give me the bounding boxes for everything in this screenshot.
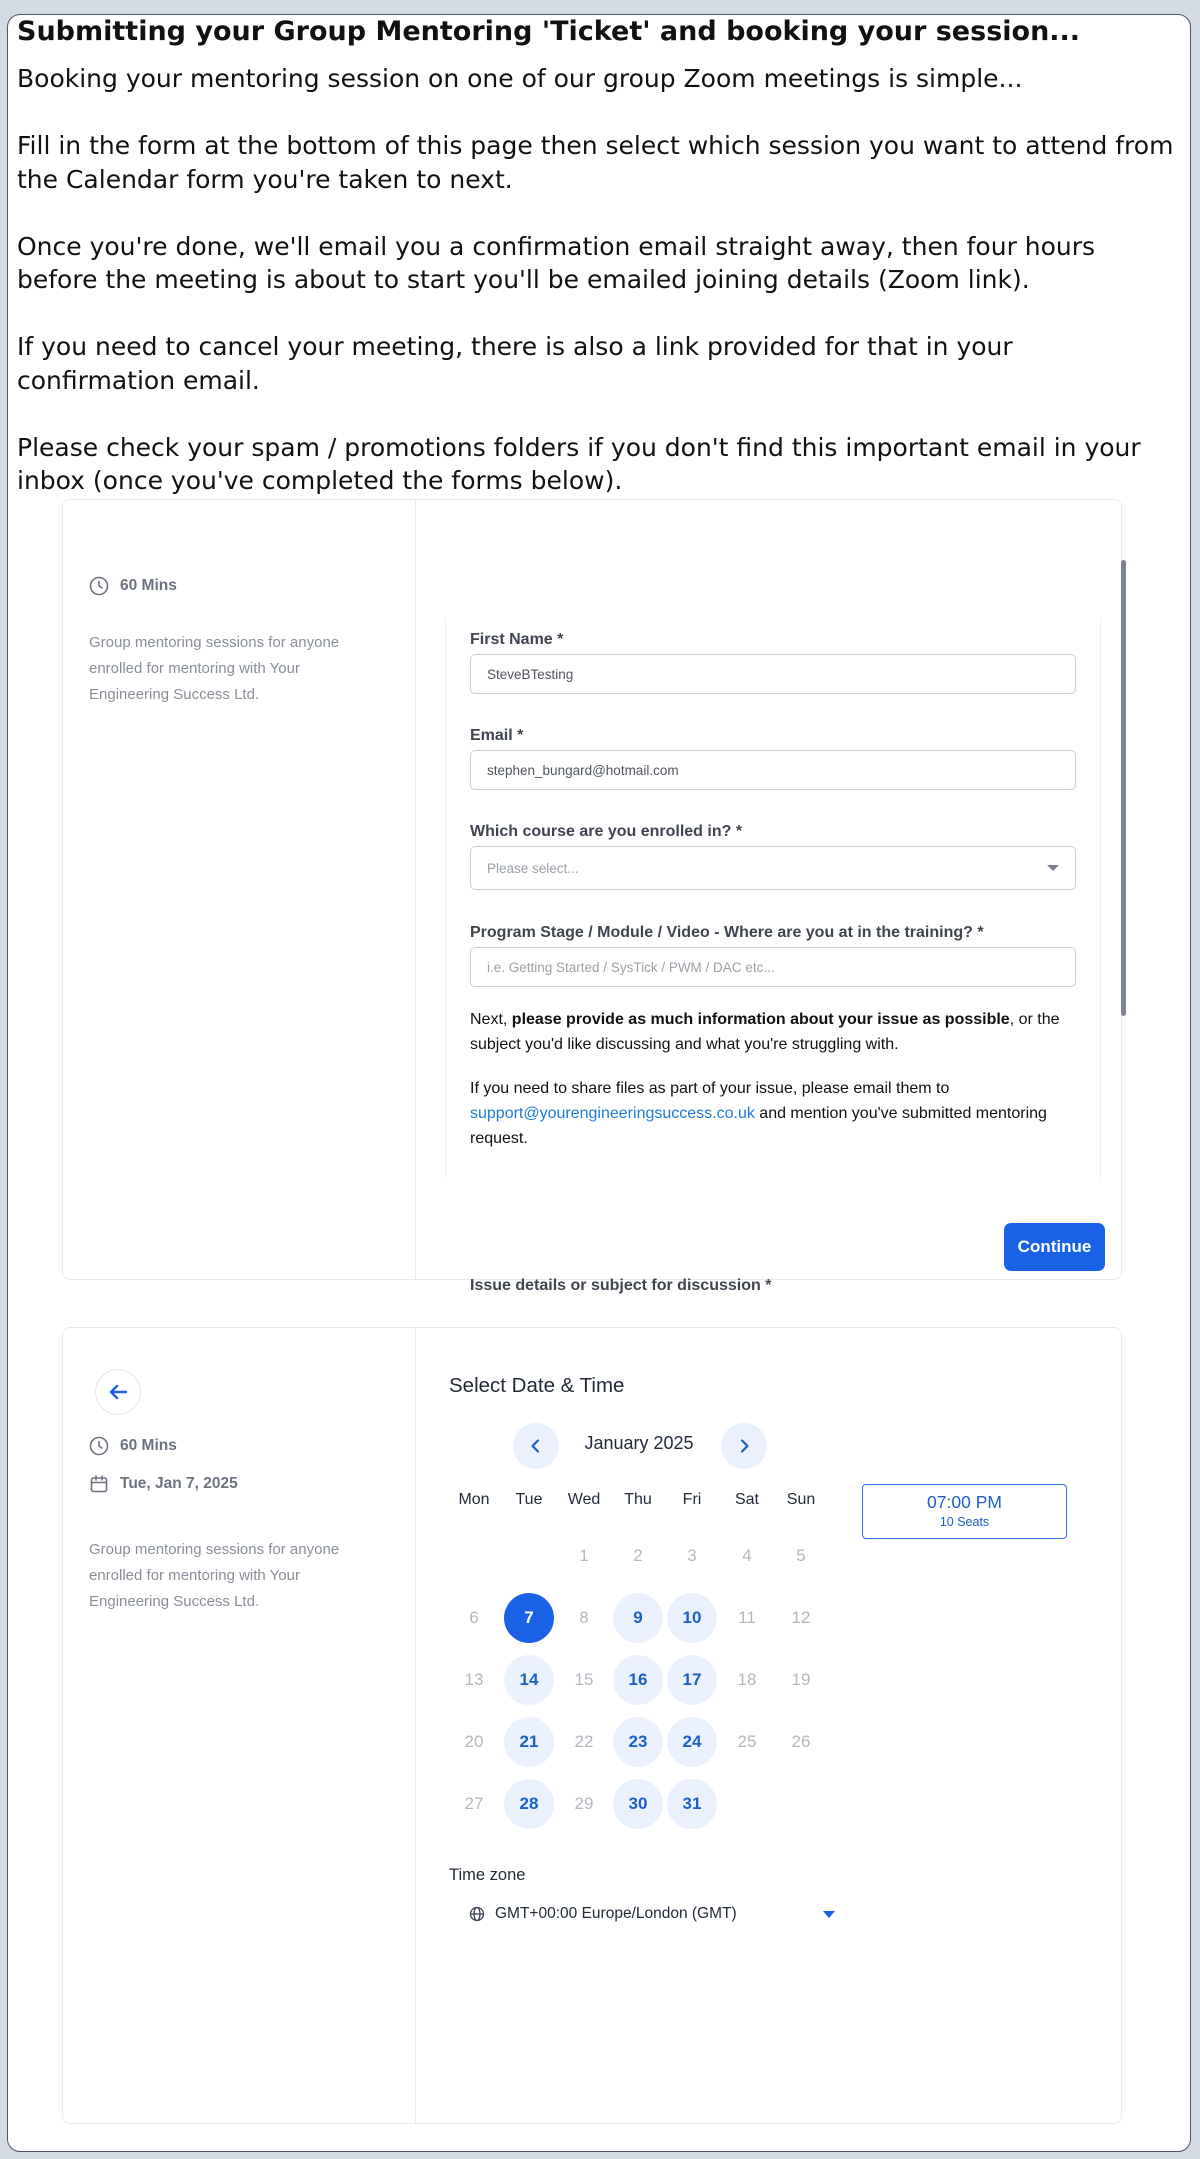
info-suffix: , or the subject you'd like discussing and what you're struggling with.	[470, 1011, 1060, 1053]
duration-row	[89, 576, 177, 596]
calendar-day: 8	[579, 1608, 589, 1627]
timezone-select[interactable]	[469, 1905, 835, 1923]
page-heading: Submitting your Group Mentoring 'Ticket' and booking your session...	[17, 16, 1081, 47]
intro-paragraph: If you need to cancel your meeting, there is also a link provided for that in your confirmation email.	[17, 332, 1013, 395]
clock-icon	[89, 1436, 109, 1456]
event-description: Group mentoring sessions for anyone enrolled for mentoring with Your Engineering Success Ltd.	[89, 634, 340, 703]
calendar-day: 27	[464, 1794, 484, 1813]
info-bold: please provide as much information about your issue as possible	[511, 1011, 1010, 1028]
current-month: January 2025	[584, 1433, 694, 1453]
share-instructions	[470, 1076, 1076, 1151]
course-select-placeholder: Please select...	[487, 860, 579, 876]
calendar-day: 26	[791, 1732, 811, 1751]
intro-paragraph: Please check your spam / promotions folders if you don't find this important email in your inbox (once you've completed the forms below).	[17, 432, 1141, 495]
event-description: Group mentoring sessions for anyone enrolled for mentoring with Your Engineering Success Ltd.	[89, 1541, 340, 1610]
issue-label: Issue details or subject for discussion *	[470, 1277, 772, 1294]
weekday-header: Sun	[786, 1491, 816, 1508]
calendar-day: 22	[574, 1732, 594, 1751]
calendar-day: 4	[742, 1546, 752, 1565]
course-label: Which course are you enrolled in? *	[470, 823, 743, 840]
calendar-day: 19	[791, 1670, 811, 1689]
booking-form-card	[62, 499, 1122, 1294]
share-prefix: If you need to share files as part of your issue, please email them to	[470, 1080, 950, 1097]
calendar-day: 6	[469, 1608, 479, 1627]
calendar-day: 20	[464, 1732, 484, 1751]
back-button[interactable]	[95, 1369, 141, 1415]
previous-month-button[interactable]	[513, 1423, 559, 1469]
clock-icon	[89, 576, 109, 596]
calendar-day[interactable]: 28	[504, 1779, 554, 1829]
weekday-header: Thu	[624, 1491, 652, 1508]
select-date-title: Select Date & Time	[449, 1374, 625, 1397]
intro-paragraph: Once you're done, we'll email you a confirmation email straight away, then four hours before the meeting is about to start you'll be emailed joining details (Zoom link).	[17, 231, 1096, 294]
calendar-day: 13	[464, 1670, 484, 1689]
form-scrollbar[interactable]	[1121, 560, 1126, 1016]
weekday-header: Mon	[458, 1491, 490, 1508]
calendar-day[interactable]: 21	[504, 1717, 554, 1767]
event-info-panel	[63, 500, 416, 1279]
calendar-day: 25	[737, 1732, 757, 1751]
first-name-input[interactable]: SteveBTesting	[470, 654, 1076, 694]
calendar-day[interactable]: 31	[667, 1779, 717, 1829]
calendar-day[interactable]: 23	[613, 1717, 663, 1767]
stage-label: Program Stage / Module / Video - Where are you at in the training? *	[470, 924, 984, 941]
calendar-day[interactable]: 10	[667, 1593, 717, 1643]
intro-paragraph: Fill in the form at the bottom of this page then select which session you want to attend from the Calendar form you're taken to next.	[17, 131, 1174, 194]
duration-row	[89, 1436, 177, 1456]
calendar-day: 12	[791, 1608, 811, 1627]
calendar-day: 15	[574, 1670, 594, 1689]
selected-date-label: Tue, Jan 7, 2025	[120, 1475, 238, 1492]
date-row	[89, 1474, 238, 1494]
event-summary-panel	[63, 1328, 416, 2123]
intro-text	[17, 62, 1177, 531]
share-suffix: and mention you've submitted mentoring request.	[470, 1105, 1047, 1147]
calendar-day[interactable]: 16	[613, 1655, 663, 1705]
calendar-day: 3	[687, 1546, 697, 1565]
calendar-day: 2	[633, 1546, 643, 1565]
intro-paragraph: Booking your mentoring session on one of our group Zoom meetings is simple...	[17, 64, 1023, 93]
calendar-day: 29	[574, 1794, 594, 1813]
time-slot-button[interactable]	[862, 1484, 1067, 1539]
calendar-day[interactable]: 17	[667, 1655, 717, 1705]
continue-button[interactable]: Continue	[1004, 1223, 1105, 1271]
duration-label: 60 Mins	[120, 577, 177, 594]
duration-label: 60 Mins	[120, 1437, 177, 1454]
email-label: Email *	[470, 727, 524, 744]
globe-icon	[469, 1906, 485, 1922]
calendar-icon	[89, 1474, 109, 1494]
calendar-day[interactable]: 24	[667, 1717, 717, 1767]
chevron-left-icon	[527, 1437, 545, 1455]
calendar-day: 11	[738, 1608, 756, 1627]
arrow-left-icon	[106, 1380, 130, 1404]
weekday-header: Sat	[734, 1491, 759, 1508]
weekday-header: Wed	[567, 1491, 601, 1508]
support-email-link[interactable]: support@yourengineeringsuccess.co.uk	[470, 1105, 755, 1122]
timezone-value: GMT+00:00 Europe/London (GMT)	[495, 1905, 737, 1922]
calendar-day[interactable]: 14	[504, 1655, 554, 1705]
slot-time: 07:00 PM	[927, 1492, 1002, 1512]
calendar-day-selected[interactable]: 7	[504, 1593, 554, 1643]
stage-input[interactable]: i.e. Getting Started / SysTick / PWM / DAC etc...	[470, 947, 1076, 987]
chevron-down-icon	[823, 1911, 835, 1918]
timezone-label: Time zone	[449, 1866, 526, 1884]
calendar-day: 5	[796, 1546, 806, 1565]
course-select[interactable]	[470, 846, 1076, 890]
info-instructions	[470, 1007, 1076, 1057]
slot-seats: 10 Seats	[939, 1515, 990, 1529]
info-prefix: Next,	[470, 1011, 512, 1028]
next-month-button[interactable]	[721, 1423, 767, 1469]
email-input[interactable]: stephen_bungard@hotmail.com	[470, 750, 1076, 790]
calendar-day: 18	[737, 1670, 757, 1689]
calendar-day[interactable]: 30	[613, 1779, 663, 1829]
chevron-right-icon	[735, 1437, 753, 1455]
chevron-down-icon	[1047, 865, 1059, 871]
calendar-day[interactable]: 9	[613, 1593, 663, 1643]
calendar-day: 1	[579, 1546, 589, 1565]
first-name-label: First Name *	[470, 631, 564, 648]
weekday-header: Fri	[682, 1491, 702, 1508]
weekday-header: Tue	[515, 1491, 543, 1508]
